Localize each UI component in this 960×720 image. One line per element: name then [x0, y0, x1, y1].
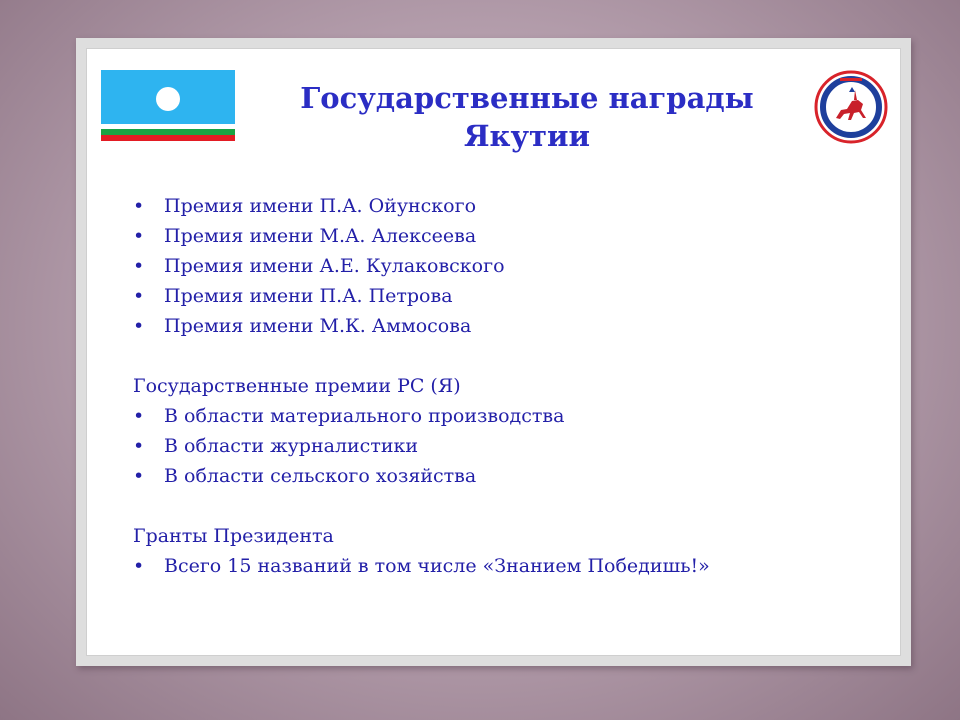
list-item-state-prize — [133, 401, 853, 431]
list-item-grant — [133, 551, 853, 581]
title-line-2: Якутии — [463, 119, 591, 153]
list-item-text: В области журналистики — [164, 435, 419, 457]
list-item-text: Всего 15 названий в том числе «Знанием Победишь!» — [164, 555, 710, 577]
list-item-text: В области сельского хозяйства — [164, 465, 477, 487]
yakutia-coat-of-arms-icon — [814, 70, 888, 144]
list-item-text: Премия имени П.А. Ойунского — [164, 195, 477, 217]
list-item-prize — [133, 221, 853, 251]
bullet-icon: • — [133, 555, 145, 577]
bullet-icon: • — [133, 255, 145, 277]
list-item-prize — [133, 311, 853, 341]
list-item-text: В области материального производства — [164, 405, 565, 427]
list-item-state-prize — [133, 431, 853, 461]
list-item-prize — [133, 281, 853, 311]
list-item-text: Премия имени М.К. Аммосова — [164, 315, 472, 337]
spacer — [133, 341, 853, 371]
slide-title — [247, 79, 807, 155]
yakutia-flag-icon — [101, 70, 235, 146]
bullet-icon: • — [133, 435, 145, 457]
title-line-1: Государственные награды — [300, 81, 754, 115]
grants-heading: Гранты Президента — [133, 525, 334, 547]
bullet-icon: • — [133, 225, 145, 247]
list-item-text: Премия имени А.Е. Кулаковского — [164, 255, 505, 277]
spacer — [133, 491, 853, 521]
list-item-state-prize — [133, 461, 853, 491]
slide-card — [86, 48, 901, 656]
bullet-icon: • — [133, 195, 145, 217]
list-item-prize — [133, 251, 853, 281]
slide-frame — [76, 38, 911, 666]
bullet-icon: • — [133, 405, 145, 427]
bullet-icon: • — [133, 315, 145, 337]
list-item-text: Премия имени П.А. Петрова — [164, 285, 453, 307]
bullet-icon: • — [133, 465, 145, 487]
state-prizes-heading: Государственные премии РС (Я) — [133, 375, 461, 397]
list-item-prize — [133, 191, 853, 221]
bullet-icon: • — [133, 285, 145, 307]
list-item-text: Премия имени М.А. Алексеева — [164, 225, 477, 247]
slide-content — [133, 191, 853, 581]
